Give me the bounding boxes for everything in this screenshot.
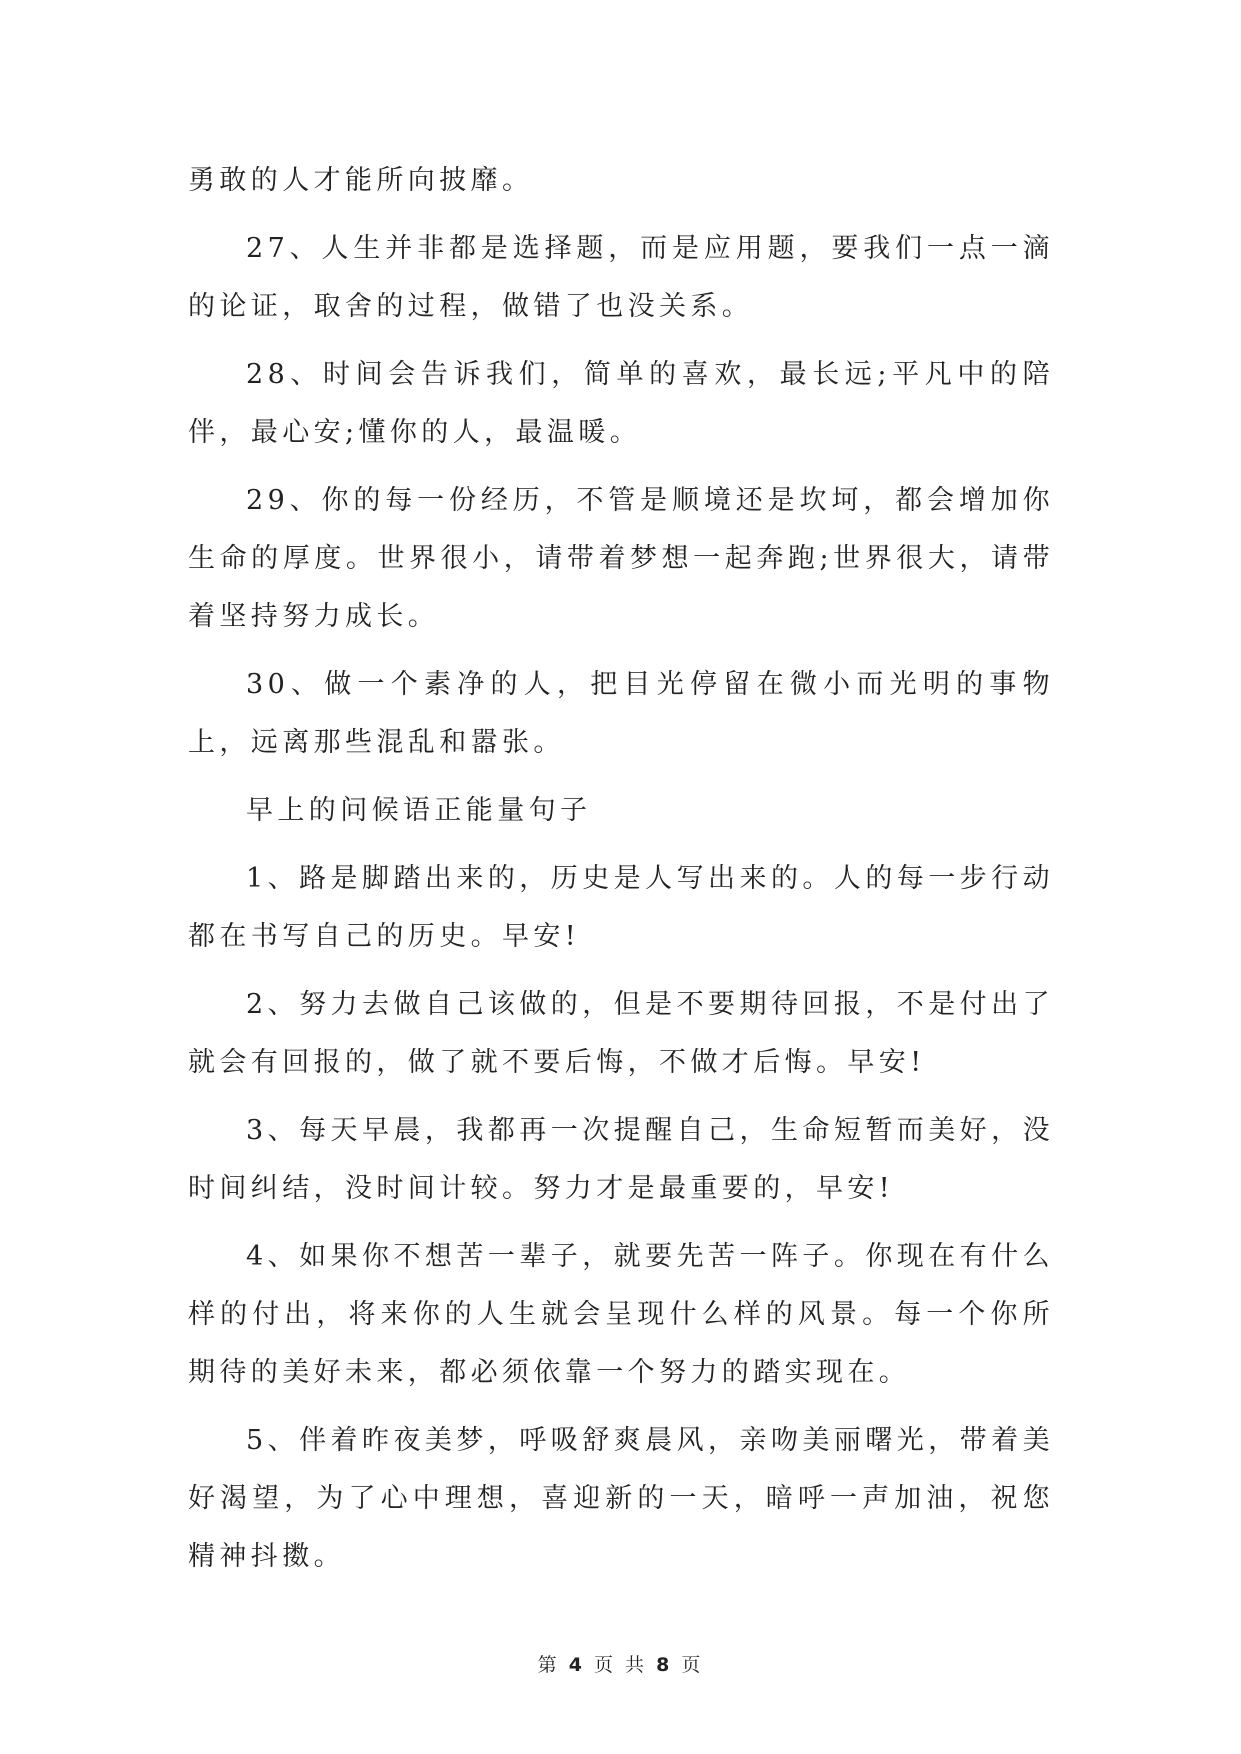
- paragraph-item-5: 5、伴着昨夜美梦，呼吸舒爽晨风，亲吻美丽曙光，带着美好渴望，为了心中理想，喜迎新的一天，暗呼一声加油，祝您精神抖擞。: [188, 1425, 1054, 1572]
- paragraph-continuation: 勇敢的人才能所向披靡。: [188, 165, 534, 196]
- document-body: [188, 152, 1054, 1596]
- paragraph-item-2: 2、努力去做自己该做的，但是不要期待回报，不是付出了就会有回报的，做了就不要后悔，不做才后悔。早安!: [188, 989, 1054, 1078]
- paragraph-item-4: 4、如果你不想苦一辈子，就要先苦一阵子。你现在有什么样的付出，将来你的人生就会呈现什么样的风景。每一个你所期待的美好未来，都必须依靠一个努力的踏实现在。: [188, 1241, 1054, 1388]
- footer-total-pages: 8: [656, 1654, 673, 1676]
- paragraph-item-30: 30、做一个素净的人，把目光停留在微小而光明的事物上，远离那些混乱和嚣张。: [188, 669, 1054, 758]
- paragraph-item-29: 29、你的每一份经历，不管是顺境还是坎坷，都会增加你生命的厚度。世界很小，请带着梦想一起奔跑;世界很大，请带着坚持努力成长。: [188, 485, 1054, 632]
- paragraph-item-3: 3、每天早晨，我都再一次提醒自己，生命短暂而美好，没时间纠结，没时间计较。努力才是最重要的，早安!: [188, 1115, 1054, 1204]
- footer-prefix: 第: [537, 1654, 560, 1676]
- footer-suffix: 页: [681, 1654, 704, 1676]
- paragraph-item-1: 1、路是脚踏出来的，历史是人写出来的。人的每一步行动都在书写自己的历史。早安!: [188, 863, 1054, 952]
- footer-current-page: 4: [568, 1654, 585, 1676]
- section-heading: 早上的问候语正能量句子: [246, 795, 592, 826]
- page-footer: [0, 1650, 1241, 1677]
- paragraph-item-27: 27、人生并非都是选择题，而是应用题，要我们一点一滴的论证，取舍的过程，做错了也没关系。: [188, 233, 1054, 322]
- paragraph-item-28: 28、时间会告诉我们，简单的喜欢，最长远;平凡中的陪伴，最心安;懂你的人，最温暖。: [188, 359, 1054, 448]
- footer-middle: 页 共: [593, 1654, 648, 1676]
